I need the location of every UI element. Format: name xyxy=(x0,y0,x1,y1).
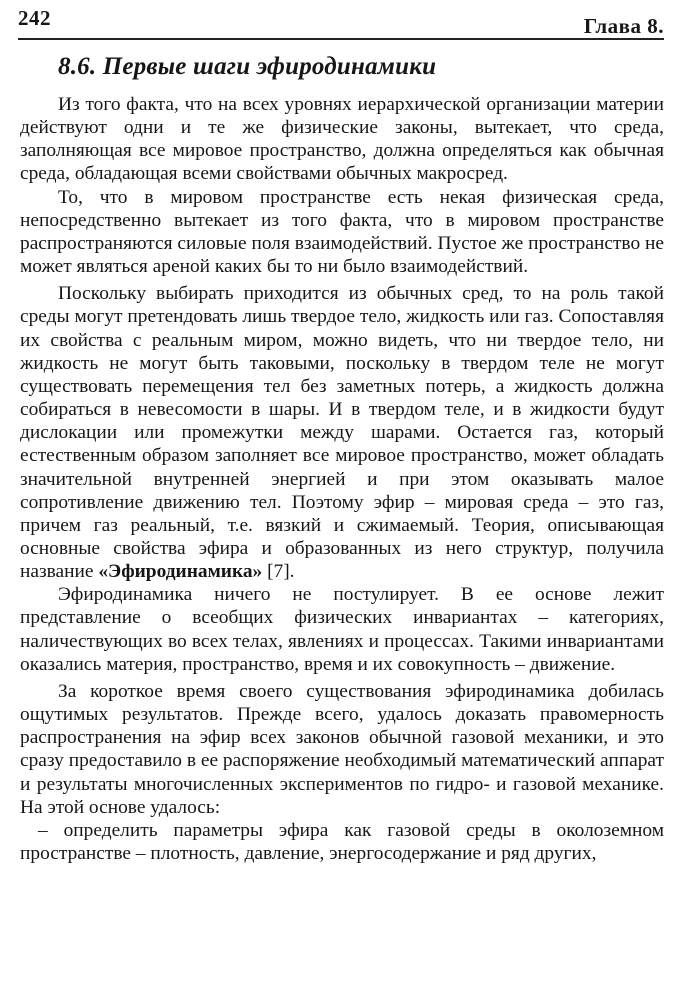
paragraph-5: За короткое время своего существования эфиродинамика добилась ощутимых результатов. Прежде всего, удалось доказать правомерность распространения на эфир всех законов обычной газовой механики, и это сразу предоставило в ее распоряжение необходимый математический аппарат и результаты многочисленных экспериментов по гидро- и газовой механике. На этой основе удалось: xyxy=(20,680,664,818)
term-efirodinamika: «Эфиродинамика» xyxy=(98,561,263,583)
body-text xyxy=(20,93,664,865)
chapter-running-head: Глава 8. xyxy=(583,14,664,38)
paragraph-3-citation: [7]. xyxy=(262,561,295,583)
section-title: 8.6. Первые шаги эфиродинамики xyxy=(58,53,437,80)
paragraph-1: Из того факта, что на всех уровнях иерархической организации материи действуют одни и те же физические законы, вытекает, что среда, заполняющая все мировое пространство, должна определяться как обычная среда, обладающая всеми свойствами обычных макросред. xyxy=(20,94,664,185)
page-header xyxy=(18,4,664,38)
page-number: 242 xyxy=(18,6,51,30)
paragraph-3 xyxy=(20,282,664,583)
paragraph-4: Эфиродинамика ничего не постулирует. В ее основе лежит представление о всеобщих физических инвариантах – категориях, наличествующих во всех телах, явлениях и процессах. Такими инвариантами оказались материя, пространство, время и их совокупность – движение. xyxy=(20,584,664,675)
header-rule xyxy=(18,38,664,40)
list-item-1: – определить параметры эфира как газовой среды в околоземном пространстве – плотность, давление, энергосодержание и ряд других, xyxy=(20,819,664,864)
paragraph-3-text: Поскольку выбирать приходится из обычных сред, то на роль такой среды могут претендовать лишь твердое тело, жидкость или газ. Сопоставляя их свойства с реальным миром, можно видеть, что ни твердое тело, ни жидкость не могут быть таковыми, поскольку в твердом теле не могут существовать перемещения тел без заметных потерь, а жидкость должна собираться в невесомости в шары. И в твердом теле, и в жидкости будут дислокации или промежутки между шарами. Остается газ, который естественным образом заполняет все мировое пространство, может обладать значительной внутренней энергией и при этом оказывать малое сопротивление движению тел. Поэтому эфир – мировая среда – это газ, причем газ реальный, т.е. вязкий и сжимаемый. Теория, описывающая основные свойства эфира и образованных из него структур, получила название xyxy=(20,283,664,583)
paragraph-2: То, что в мировом пространстве есть некая физическая среда, непосредственно вытекает из того факта, что в мировом пространстве распространяются силовые поля взаимодействий. Пустое же пространство не может являться ареной каких бы то ни было взаимодействий. xyxy=(20,186,664,278)
